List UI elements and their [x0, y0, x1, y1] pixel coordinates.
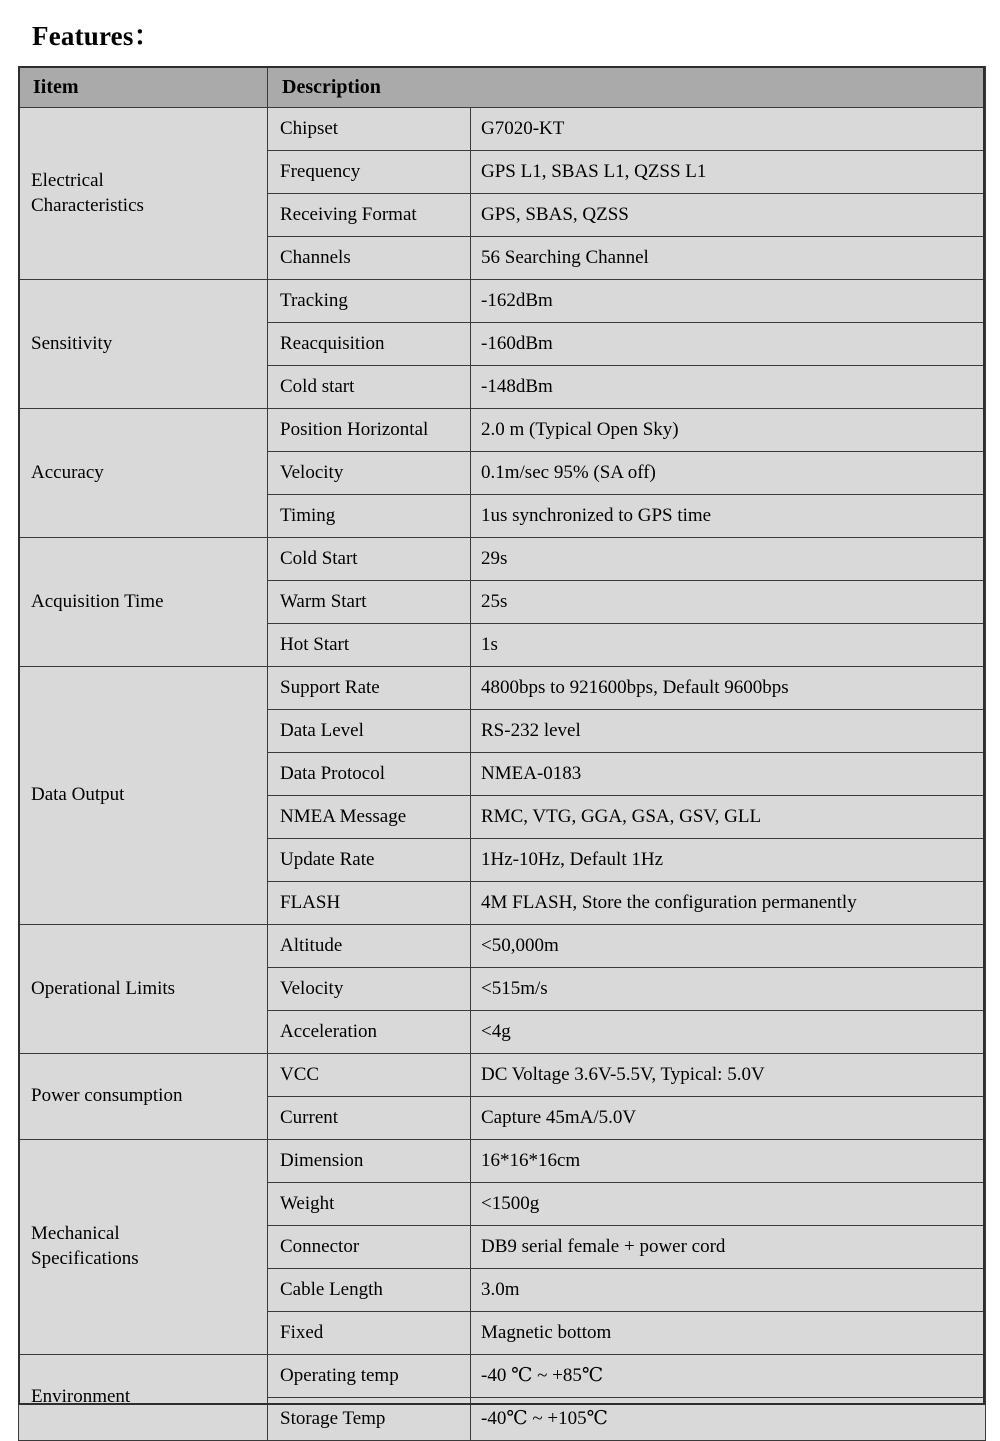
row-value-cell: 29s	[471, 538, 986, 581]
row-item-cell: Dimension	[268, 1140, 471, 1183]
row-item-cell: Data Level	[268, 710, 471, 753]
table-header	[19, 67, 986, 108]
row-value-cell: -148dBm	[471, 366, 986, 409]
row-item-cell: NMEA Message	[268, 796, 471, 839]
row-item-cell: Velocity	[268, 968, 471, 1011]
row-item-cell: Storage Temp	[268, 1398, 471, 1441]
row-item-cell: FLASH	[268, 882, 471, 925]
row-value-cell: <1500g	[471, 1183, 986, 1226]
row-value-cell: RS-232 level	[471, 710, 986, 753]
row-item-cell: Cold start	[268, 366, 471, 409]
row-item-cell: Weight	[268, 1183, 471, 1226]
row-item-cell: Tracking	[268, 280, 471, 323]
row-value-cell: NMEA-0183	[471, 753, 986, 796]
table-row	[19, 409, 986, 452]
group-label-cell	[19, 280, 268, 409]
row-value-cell: -162dBm	[471, 280, 986, 323]
row-item-cell: Fixed	[268, 1312, 471, 1355]
table-row	[19, 280, 986, 323]
row-value-cell: 1us synchronized to GPS time	[471, 495, 986, 538]
group-label-line: Sensitivity	[31, 332, 113, 354]
row-item-cell: Operating temp	[268, 1355, 471, 1398]
row-value-cell: GPS, SBAS, QZSS	[471, 194, 986, 237]
row-item-cell: Timing	[268, 495, 471, 538]
table-row	[19, 1140, 986, 1183]
row-item-cell: Reacquisition	[268, 323, 471, 366]
row-item-cell: Velocity	[268, 452, 471, 495]
row-value-cell: 4M FLASH, Store the configuration permanently	[471, 882, 986, 925]
row-value-cell: 56 Searching Channel	[471, 237, 986, 280]
group-label-line: Characteristics	[31, 194, 144, 216]
group-label-line: Mechanical	[31, 1223, 120, 1245]
table-body	[19, 108, 986, 1441]
row-value-cell: <50,000m	[471, 925, 986, 968]
row-item-cell: Receiving Format	[268, 194, 471, 237]
table-row	[19, 1054, 986, 1097]
row-item-cell: Altitude	[268, 925, 471, 968]
group-label-line: Operational Limits	[31, 977, 176, 999]
group-label-line: Electrical	[31, 169, 104, 191]
row-item-cell: Frequency	[268, 151, 471, 194]
row-value-cell: 25s	[471, 581, 986, 624]
group-label-cell	[19, 538, 268, 667]
row-item-cell: Cable Length	[268, 1269, 471, 1312]
group-label-line: Data Output	[31, 784, 125, 806]
column-header-description: Description	[268, 67, 986, 108]
column-header-item: Iitem	[19, 67, 268, 108]
row-item-cell: Data Protocol	[268, 753, 471, 796]
row-value-cell: 3.0m	[471, 1269, 986, 1312]
table-header-row	[19, 67, 986, 108]
row-value-cell: -40℃ ~ +105℃	[471, 1398, 986, 1441]
row-value-cell: DC Voltage 3.6V-5.5V, Typical: 5.0V	[471, 1054, 986, 1097]
row-value-cell: <515m/s	[471, 968, 986, 1011]
row-value-cell: 2.0 m (Typical Open Sky)	[471, 409, 986, 452]
row-item-cell: Channels	[268, 237, 471, 280]
group-label-line: Environment	[31, 1386, 131, 1408]
row-value-cell: DB9 serial female + power cord	[471, 1226, 986, 1269]
row-value-cell: -160dBm	[471, 323, 986, 366]
row-value-cell: 4800bps to 921600bps, Default 9600bps	[471, 667, 986, 710]
group-label-line: Specifications	[31, 1248, 139, 1269]
table-row	[19, 538, 986, 581]
row-value-cell: -40 ℃ ~ +85℃	[471, 1355, 986, 1398]
group-label-cell	[19, 1140, 268, 1355]
row-value-cell: 1Hz-10Hz, Default 1Hz	[471, 839, 986, 882]
table-row	[19, 1355, 986, 1398]
table-row	[19, 925, 986, 968]
row-item-cell: Cold Start	[268, 538, 471, 581]
row-item-cell: Chipset	[268, 108, 471, 151]
group-label-cell	[19, 925, 268, 1054]
row-item-cell: Current	[268, 1097, 471, 1140]
row-value-cell: 0.1m/sec 95% (SA off)	[471, 452, 986, 495]
features-specification-table	[18, 66, 986, 1441]
row-value-cell: Magnetic bottom	[471, 1312, 986, 1355]
row-item-cell: Hot Start	[268, 624, 471, 667]
group-label-line: Accuracy	[31, 461, 104, 483]
group-label-line: Acquisition Time	[31, 590, 164, 612]
row-item-cell: Support Rate	[268, 667, 471, 710]
row-item-cell: Update Rate	[268, 839, 471, 882]
group-label-cell	[19, 1054, 268, 1140]
row-value-cell: GPS L1, SBAS L1, QZSS L1	[471, 151, 986, 194]
row-value-cell: RMC, VTG, GGA, GSA, GSV, GLL	[471, 796, 986, 839]
row-item-cell: Connector	[268, 1226, 471, 1269]
group-label-line: Power consumption	[31, 1085, 183, 1107]
row-value-cell: 16*16*16cm	[471, 1140, 986, 1183]
group-label-cell	[19, 108, 268, 280]
group-label-cell	[19, 409, 268, 538]
page-title: Features：	[32, 21, 161, 51]
row-value-cell: G7020-KT	[471, 108, 986, 151]
row-item-cell: VCC	[268, 1054, 471, 1097]
row-item-cell: Warm Start	[268, 581, 471, 624]
row-value-cell: <4g	[471, 1011, 986, 1054]
table-row	[19, 108, 986, 151]
table-row	[19, 667, 986, 710]
row-item-cell: Position Horizontal	[268, 409, 471, 452]
row-value-cell: Capture 45mA/5.0V	[471, 1097, 986, 1140]
row-value-cell: 1s	[471, 624, 986, 667]
group-label-cell	[19, 1355, 268, 1441]
row-item-cell: Acceleration	[268, 1011, 471, 1054]
group-label-cell	[19, 667, 268, 925]
